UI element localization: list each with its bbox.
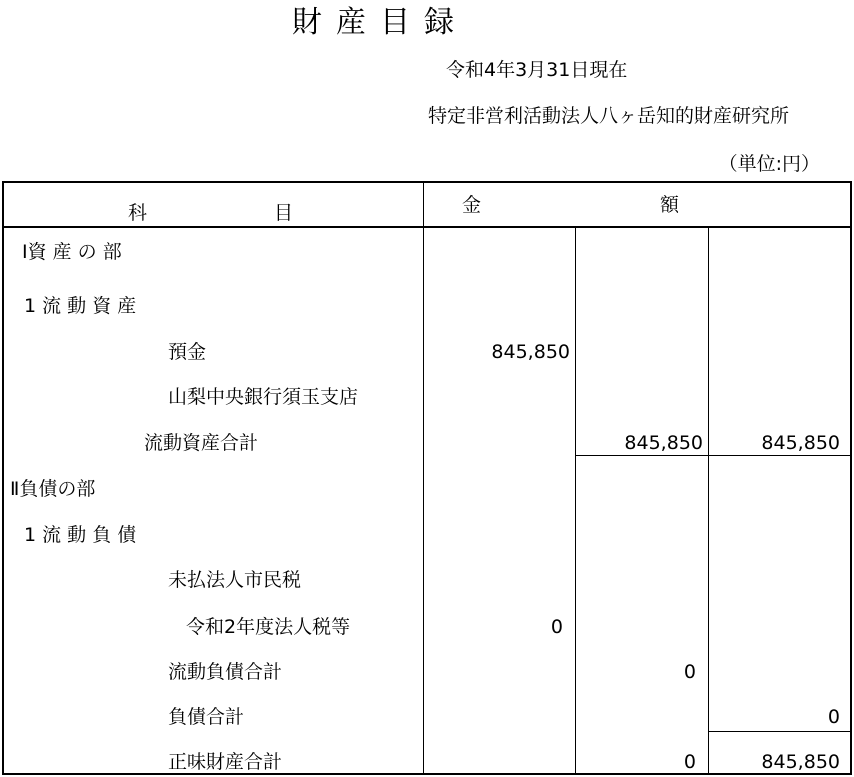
current-liabilities-total-col2: 0: [683, 661, 696, 683]
header-amount-right: 額: [660, 194, 680, 216]
deposits-value: 845,850: [491, 341, 570, 363]
as-of-date: 令和4年3月31日現在: [446, 59, 628, 81]
table-top-border: [2, 181, 852, 183]
liabilities-section-label: Ⅱ負債の部: [10, 478, 96, 500]
net-assets-total-col3: 845,850: [761, 751, 840, 773]
column-divider-amount-2: [708, 227, 709, 775]
document-title: 財産目録: [292, 5, 468, 40]
column-divider-subject: [423, 181, 424, 775]
current-liabilities-total-label: 流動負債合計: [168, 661, 283, 683]
current-liabilities-label: 1 流 動 負 債: [24, 524, 137, 546]
table-left-border: [2, 181, 4, 775]
tax-item-value: 0: [550, 616, 563, 638]
unit-label: （単位:円）: [718, 153, 820, 175]
liabilities-total-col3: 0: [827, 706, 840, 728]
current-assets-label: 1 流 動 資 産: [24, 295, 137, 317]
table-right-border: [850, 181, 852, 775]
assets-section-label: Ⅰ資 産 の 部: [22, 241, 122, 263]
table-header-border: [2, 226, 852, 228]
current-assets-total-col3: 845,850: [761, 432, 840, 454]
subtotal-rule-assets: [575, 455, 852, 456]
bank-label: 山梨中央銀行須玉支店: [168, 386, 359, 408]
current-assets-total-label: 流動資産合計: [144, 432, 259, 454]
table-bottom-border: [2, 773, 852, 775]
unpaid-tax-label: 未払法人市民税: [168, 569, 302, 591]
current-assets-total-col2: 845,850: [624, 432, 703, 454]
column-divider-amount-1: [575, 227, 576, 775]
net-assets-total-label: 正味財産合計: [168, 751, 283, 773]
organization-name: 特定非営利活動法人八ヶ岳知的財産研究所: [428, 105, 790, 127]
header-amount-left: 金: [462, 194, 482, 216]
header-subject-left: 科: [128, 202, 148, 224]
header-subject-right: 目: [274, 202, 294, 224]
subtotal-rule-liabilities: [708, 731, 852, 732]
net-assets-total-col2: 0: [683, 751, 696, 773]
liabilities-total-label: 負債合計: [168, 706, 245, 728]
deposits-label: 預金: [168, 341, 207, 363]
tax-item-label: 令和2年度法人税等: [186, 616, 351, 638]
